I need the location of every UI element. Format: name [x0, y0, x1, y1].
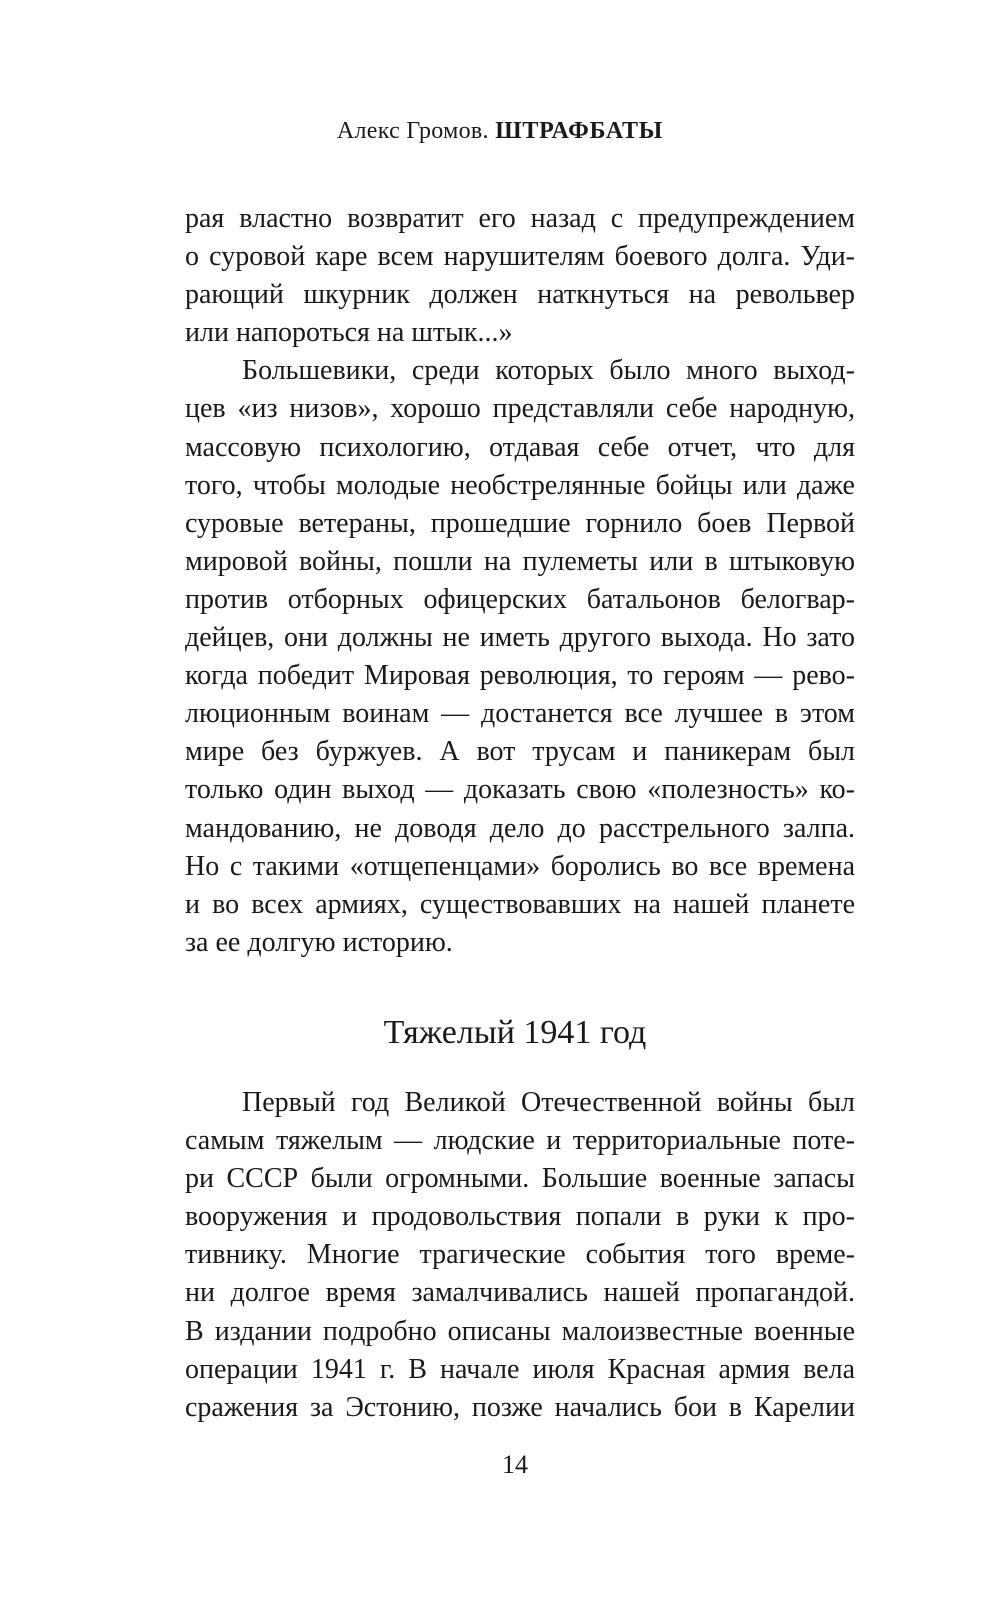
text-line: за ее долгую историю. [185, 926, 453, 958]
text-line: ни долгое время замалчивались нашей пропагандой. [185, 1277, 855, 1309]
text-line: и во всех армиях, существовавших на нашей планете [185, 888, 855, 920]
text-line: сражения за Эстонию, позже начались бои в Карелии [185, 1391, 855, 1423]
text-line: тивнику. Многие трагические события того време- [185, 1239, 855, 1271]
text-line: ри СССР были огромными. Большие военные запасы [185, 1163, 855, 1195]
text-line: или напороться на штык...» [185, 317, 513, 349]
text-line: люционным воинам — достанется все лучшее в этом [185, 698, 855, 730]
text-line: массовую психологию, отдавая себе отчет, что для [185, 431, 855, 463]
text-line: о суровой каре всем нарушителям боевого долга. Уди- [185, 241, 855, 273]
paragraph-bolsheviks [185, 352, 855, 962]
text-line: только один выход — доказать свою «полезность» ко- [185, 774, 855, 806]
text-line: дейцев, они должны не иметь другого выхода. Но зато [185, 622, 855, 654]
text-line: самым тяжелым — людские и территориальные поте- [185, 1125, 855, 1157]
section-heading: Тяжелый 1941 год [383, 1014, 647, 1051]
text-line: Большевики, среди которых было много выход- [242, 355, 855, 387]
running-head [0, 118, 1000, 145]
text-line: Первый год Великой Отечественной войны был [242, 1087, 855, 1118]
text-line: когда победит Мировая революция, то героям — рево- [185, 660, 855, 692]
text-line: суровые ветераны, прошедшие горнило боев Первой [185, 507, 855, 539]
body-text-top [185, 200, 855, 962]
running-head-title: ШТРАФБАТЫ [495, 118, 664, 144]
body-text-bottom [185, 1084, 855, 1427]
text-line: мировой войны, пошли на пулеметы или в штыковую [185, 545, 855, 577]
text-line: В издании подробно описаны малоизвестные военные [185, 1315, 855, 1347]
text-line: операции 1941 г. В начале июля Красная армия вела [185, 1353, 855, 1385]
text-line: цев «из низов», хорошо представляли себе народную, [185, 393, 855, 425]
text-line: мире без буржуев. А вот трусам и паникерам был [185, 736, 855, 768]
text-line: мандованию, не доводя дело до расстрельного залпа. [185, 812, 855, 844]
text-line: вооружения и продовольствия попали в руки к про- [185, 1201, 855, 1233]
paragraph-continuation [185, 200, 855, 352]
text-line: рающий шкурник должен наткнуться на револьвер [185, 279, 855, 311]
text-line: рая властно возвратит его назад с предупреждением [185, 203, 855, 234]
text-line: того, чтобы молодые необстрелянные бойцы или даже [185, 469, 855, 501]
running-head-author: Алекс Громов. [336, 118, 489, 144]
page-number: 14 [502, 1450, 528, 1479]
text-line: Но с такими «отщепенцами» боролись во все времена [185, 850, 855, 882]
text-line: против отборных офицерских батальонов белогвар- [185, 583, 855, 615]
paragraph-1941 [185, 1084, 855, 1427]
